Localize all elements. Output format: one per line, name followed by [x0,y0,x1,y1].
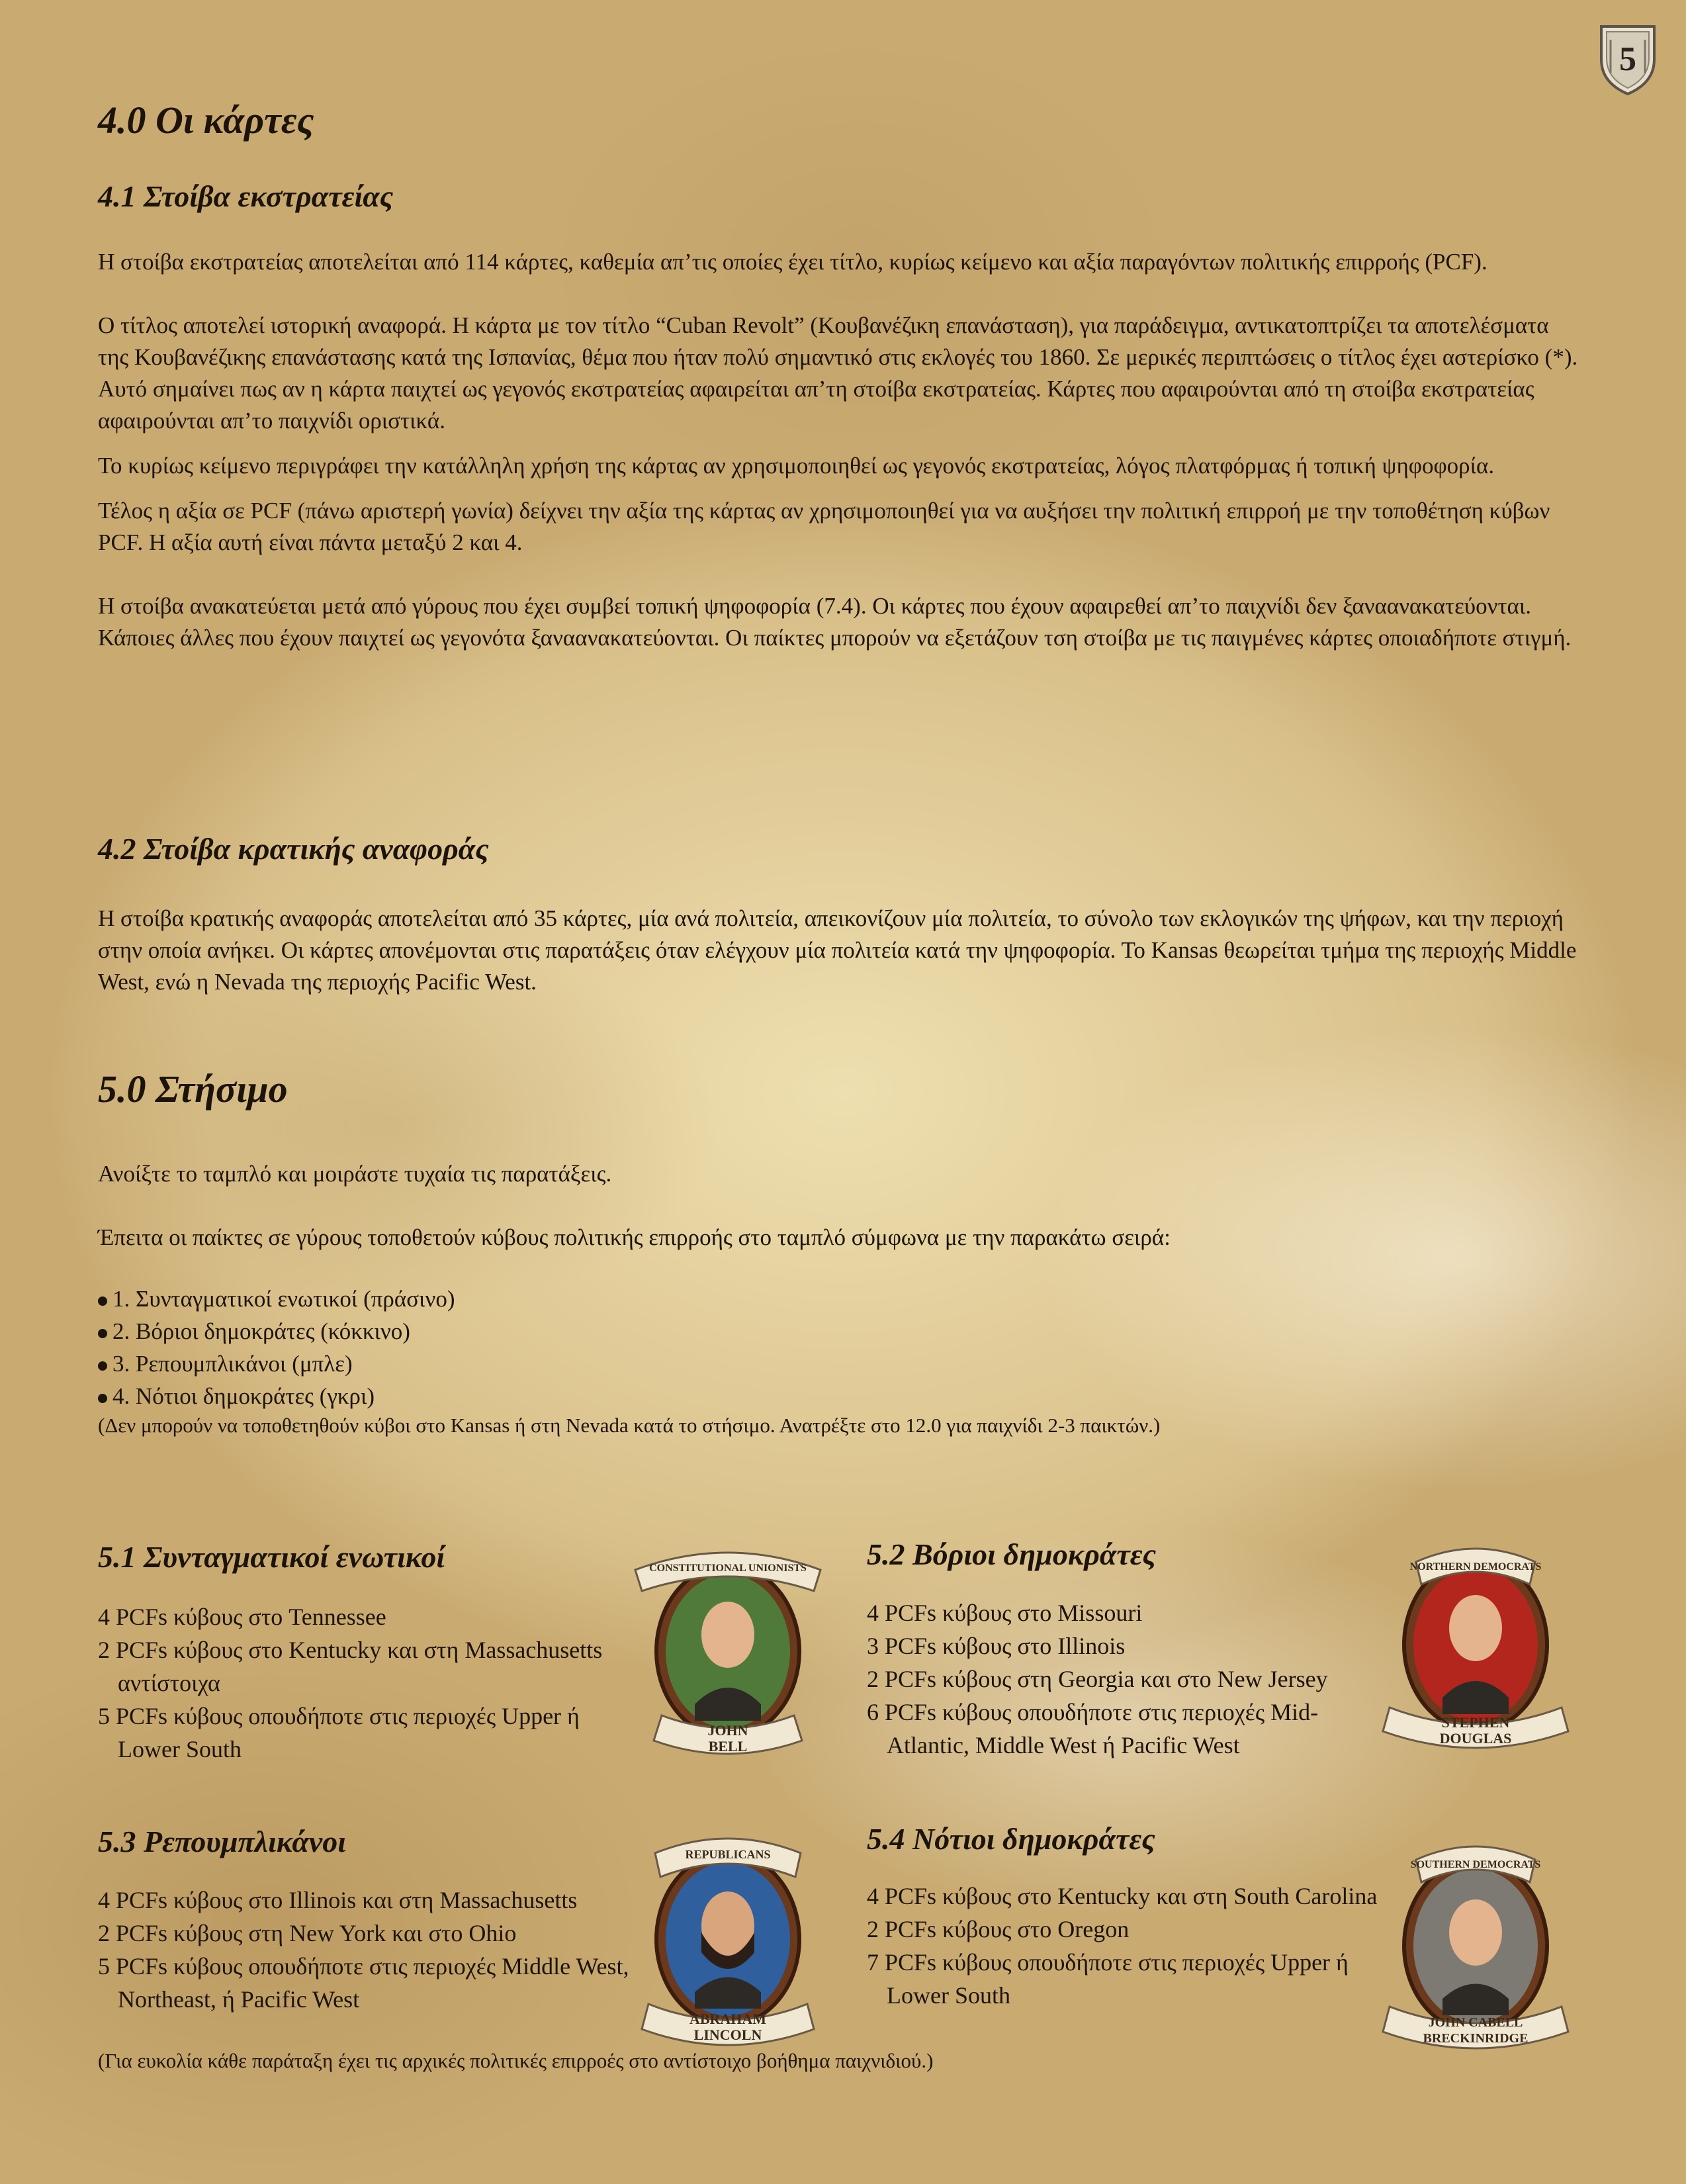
name-line-2: BRECKINRIDGE [1423,2031,1529,2046]
face-icon [1449,1899,1502,1966]
bullet-icon [98,1297,107,1306]
section-5-0-body [98,1158,1580,1439]
stephen-douglas-portrait-badge [1376,1535,1575,1754]
banner-top-label: NORTHERN DEMOCRATS [1409,1561,1542,1572]
face-icon [1449,1595,1502,1661]
name-line-1: ABRAHAM [689,2011,767,2027]
list-item: 4 PCFs κύβους στο Kentucky και στη South Carolina [867,1883,1378,1909]
list-item: 2 PCFs κύβους στη New York και στο Ohio [98,1920,517,1946]
section-5-2-list [867,1596,1376,1762]
section-5-0-title: 5.0 Στήσιμο [98,1068,288,1111]
section-4-1-paragraph-2: Ο τίτλος αποτελεί ιστορική αναφορά. Η κάρτα με τον τίτλο “Cuban Revolt” (Κουβανέζικη επανάσταση), για παράδειγμα, αντικατοπτρίζει τα αποτελέσματα της Κουβανέζικης επανάστασης κατά της Ισπανίας, θέμα που ήταν πολύ σημαντικό στις εκλογές του 1860. Σε μερικές περιπτώσεις ο τίτλος έχει αστερίσκο (*). Αυτό σημαίνει πως αν η κάρτα παιχτεί ως γεγονός εκστρατείας αφαιρείται απ’τη στοίβα εκστρατείας. Κάρτες που αφαιρούνται από τη στοίβα εκστρατείας αφαιρούνται απ’το παιχνίδι οριστικά. [98,312,1578,433]
name-line-1: STEPHEN [1441,1714,1510,1731]
section-4-1-paragraph-1: Η στοίβα εκστρατείας αποτελείται από 114 κάρτες, καθεμία απ’τις οποίες έχει τίτλο, κυρίως κείμενο και αξία παραγόντων πολιτικής επιρροής (PCF). [98,249,1487,275]
name-line-1: JOHN CABELL [1428,2015,1523,2030]
list-item: 3. Ρεπουμπλικάνοι (μπλε) [98,1347,1580,1380]
name-line-2: LINCOLN [693,2026,762,2043]
section-5-3-title: 5.3 Ρεπουμπλικάνοι [98,1825,346,1858]
list-item: 4 PCFs κύβους στο Tennessee [98,1604,386,1630]
john-bell-portrait-badge [629,1542,827,1760]
list-item: 2. Βόριοι δημοκράτες (κόκκινο) [98,1315,1580,1347]
section-5-1-title: 5.1 Συνταγματικοί ενωτικοί [98,1540,445,1574]
section-5-3-list [98,1884,667,2016]
section-4-1-paragraph-4: Τέλος η αξία σε PCF (πάνω αριστερή γωνία) δείχνει την αξία της κάρτας αν χρησιμοποιηθεί για να αυξήσει την πολιτική επιρροή με την τοποθέτηση κύβων PCF. Η αξία αυτή είναι πάντα μεταξύ 2 και 4. [98,498,1550,555]
list-item: 2 PCFs κύβους στη Georgia και στο New Jersey [867,1666,1328,1692]
section-5-1-list [98,1600,647,1766]
section-4-2-body [98,903,1580,998]
page-number: 5 [1619,40,1636,78]
face-icon [701,1602,754,1668]
section-4-1-paragraph-5: Η στοίβα ανακατεύεται μετά από γύρους που έχει συμβεί τοπική ψηφοφορία (7.4). Οι κάρτες που έχουν αφαιρεθεί απ’το παιχνίδι δεν ξαναανακατεύονται. Κάποιες άλλες που έχουν παιχτεί ως γεγονότα ξαναανακατεύονται. Οι παίκτες μπορούν να εξετάζουν τση στοίβα με τις παιγμένες κάρτες οποιαδήποτε στιγμή. [98,593,1572,651]
name-line-1: JOHN [707,1722,748,1739]
setup-note: (Δεν μπορούν να τοποθετηθούν κύβοι στο Kansas ή στη Nevada κατά το στήσιμο. Ανατρέξτε στο 12.0 για παιχνίδι 2-3 παικτών.) [98,1414,1161,1437]
section-5-0-paragraph-2: Έπειτα οι παίκτες σε γύρους τοποθετούν κύβους πολιτικής επιρροής στο ταμπλό σύμφωνα με την παρακάτω σειρά: [98,1224,1171,1250]
section-4-2-paragraph-1: Η στοίβα κρατικής αναφοράς αποτελείται από 35 κάρτες, μία ανά πολιτεία, απεικονίζουν μία πολιτεία, το σύνολο των εκλογικών της ψήφων, και την περιοχή στην οποία ανήκει. Οι κάρτες απονέμονται στις παρατάξεις όταν ελέγχουν μία πολιτεία κατά την ψηφοφορία. Το Kansas θεωρείται τμήμα της περιοχής Middle West, ενώ η Nevada της περιοχής Pacific West. [98,905,1577,995]
section-4-1-body [98,246,1580,654]
section-4-2-title: 4.2 Στοίβα κρατικής αναφοράς [98,832,489,866]
list-item: 1. Συνταγματικοί ενωτικοί (πράσινο) [98,1283,1580,1315]
name-line-2: BELL [708,1738,748,1754]
section-5-2-title: 5.2 Βόριοι δημοκράτες [867,1537,1157,1571]
list-item: 2 PCFs κύβους στο Oregon [867,1916,1130,1942]
banner-top-label: REPUBLICANS [685,1848,771,1861]
list-item: 5 PCFs κύβους οπουδήποτε στις περιοχές Upper ή Lower South [98,1703,580,1762]
abraham-lincoln-portrait-badge [629,1827,827,2052]
list-item: 5 PCFs κύβους οπουδήποτε στις περιοχές Middle West, Northeast, ή Pacific West [98,1953,629,2013]
bullet-icon [98,1329,107,1338]
banner-top-label: CONSTITUTIONAL UNIONISTS [649,1563,807,1574]
list-item: 7 PCFs κύβους οπουδήποτε στις περιοχές Upper ή Lower South [867,1949,1349,2009]
name-line-2: DOUGLAS [1439,1730,1512,1747]
section-5-0-paragraph-1: Ανοίξτε το ταμπλό και μοιράστε τυχαία τις παρατάξεις. [98,1161,612,1187]
list-item: 3 PCFs κύβους στο Illinois [867,1633,1126,1659]
footer-note: (Για ευκολία κάθε παράταξη έχει τις αρχικές πολιτικές επιρροές στο αντίστοιχο βοήθημα παιχνιδιού.) [98,2049,934,2072]
section-4-1-paragraph-3: Το κυρίως κείμενο περιγράφει την κατάλληλη χρήση της κάρτας αν χρησιμοποιηθεί ως γεγονός εκστρατείας, λόγος πλατφόρμας ή τοπική ψηφοφορία. [98,453,1495,478]
list-item: 6 PCFs κύβους οπουδήποτε στις περιοχές Mid-Atlantic, Middle West ή Pacific West [867,1699,1319,1758]
section-5-4-list [867,1880,1383,2012]
page-number-shield [1595,20,1661,97]
list-item: 4 PCFs κύβους στο Missouri [867,1600,1143,1626]
banner-top-label: SOUTHERN DEMOCRATS [1410,1859,1541,1870]
list-item: 4. Νότιοι δημοκράτες (γκρι) [98,1380,1580,1412]
section-5-4-title: 5.4 Νότιοι δημοκράτες [867,1822,1155,1856]
setup-order-list [98,1283,1580,1412]
john-cabell-breckinridge-portrait-badge [1376,1833,1575,2058]
section-4-1-title: 4.1 Στοίβα εκστρατείας [98,179,394,213]
section-4-0-title: 4.0 Οι κάρτες [98,99,314,142]
bullet-icon [98,1361,107,1371]
list-item: 2 PCFs κύβους στο Kentucky και στη Massachusetts αντίστοιχα [98,1637,603,1696]
list-item: 4 PCFs κύβους στο Illinois και στη Massachusetts [98,1887,578,1913]
bullet-icon [98,1394,107,1403]
